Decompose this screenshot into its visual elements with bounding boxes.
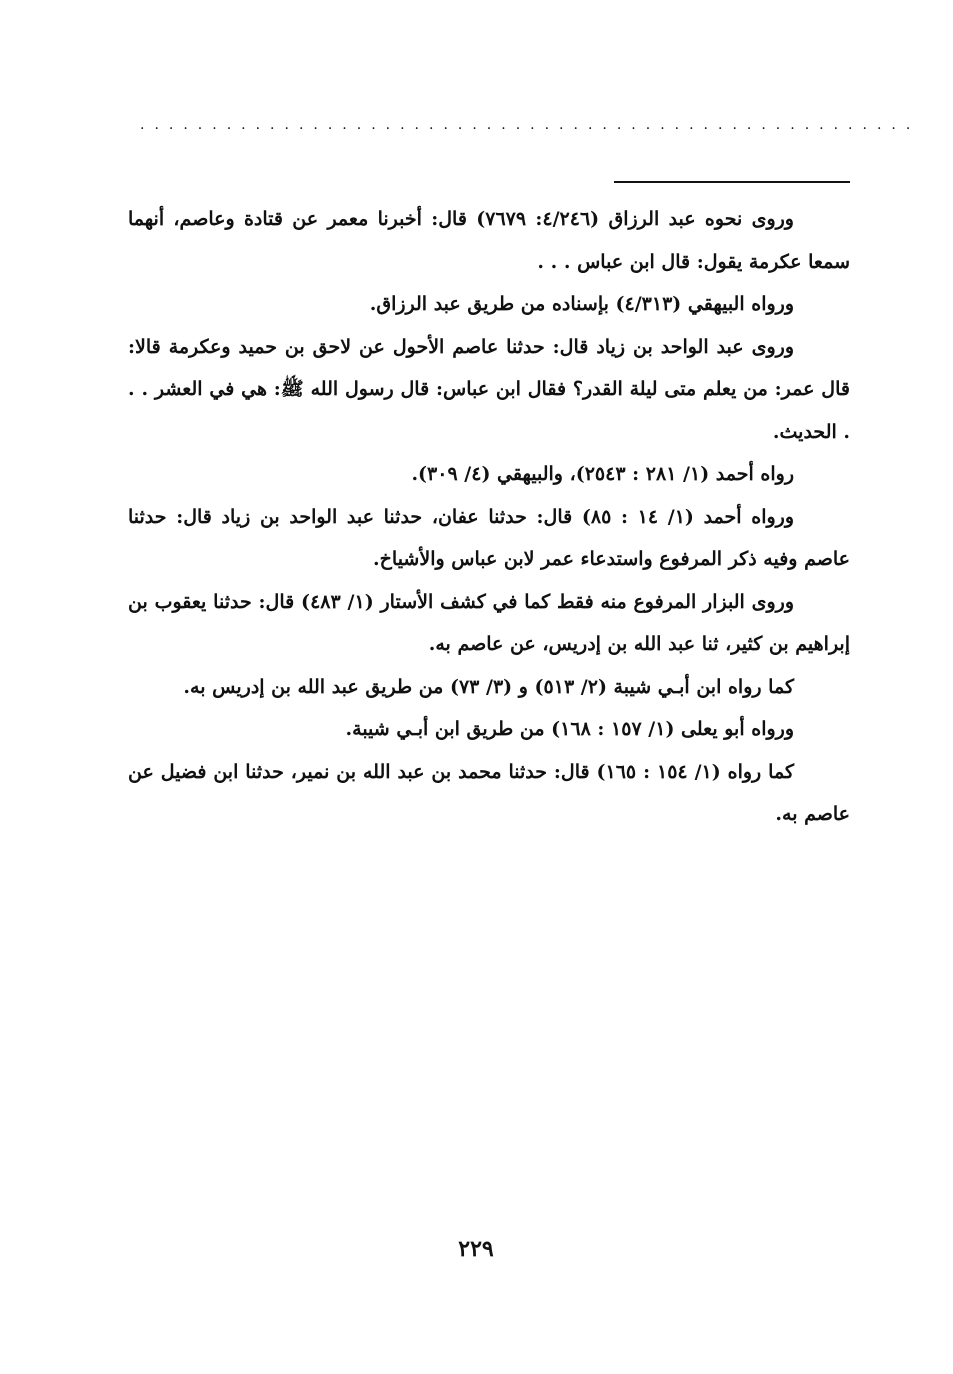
footnote-paragraph: كما رواه ابن أبـي شيبة (٢/ ٥١٣) و (٣/ ٧٣) من طريق عبد الله بن إدريس به. — [183, 675, 794, 698]
footnote-paragraph: وروى البزار المرفوع منه فقط كما في كشف الأستار (١/ ٤٨٣) قال: حدثنا يعقوب بن إبراهيم بن كثير، ثنا عبد الله بن إدريس، عن عاصم به. — [128, 590, 850, 655]
footnote-paragraph: ورواه البيهقي (٤/٣١٣) بإسناده من طريق عبد الرزاق. — [369, 293, 794, 315]
footnote-paragraph: وروى نحوه عبد الرزاق (٤/٢٤٦: ٧٦٧٩) قال: أخبرنا معمر عن قتادة وعاصم، أنهما سمعا عكرمة يقول: قال ابن عباس . . . — [128, 208, 850, 273]
page-number: ٢٢٩ — [458, 1236, 494, 1262]
footnote-paragraph: كما رواه (١/ ١٥٤ : ١٦٥) قال: حدثنا محمد بن عبد الله بن نمير، حدثنا ابن فضيل عن عاصم به. — [128, 760, 850, 825]
dotted-separator-dots: ...................................................... — [140, 117, 921, 133]
footnote-rule — [614, 181, 850, 183]
footnote-paragraph: وروى عبد الواحد بن زياد قال: حدثنا عاصم الأحول عن لاحق بن حميد وعكرمة قالا: قال عمر: من يعلم متى ليلة القدر؟ فقال ابن عباس: قال رسول الله ﷺ: هي في العشر . . . الحديث. — [128, 335, 850, 443]
footnote-paragraph: رواه أحمد (١/ ٢٨١ : ٢٥٤٣)، والبيهقي (٤/ ٣٠٩). — [411, 463, 794, 485]
footnote-paragraph: ورواه أبو يعلى (١/ ١٥٧ : ١٦٨) من طريق ابن أبـي شيبة. — [345, 718, 794, 740]
footnote-paragraph: ورواه أحمد (١/ ١٤ : ٨٥) قال: حدثنا عفان، حدثنا عبد الواحد بن زياد قال: حدثنا عاصم وفيه ذكر المرفوع واستدعاء عمر لابن عباس والأشياخ. — [128, 505, 850, 570]
footnotes-block — [128, 198, 850, 836]
dotted-separator — [140, 117, 921, 133]
